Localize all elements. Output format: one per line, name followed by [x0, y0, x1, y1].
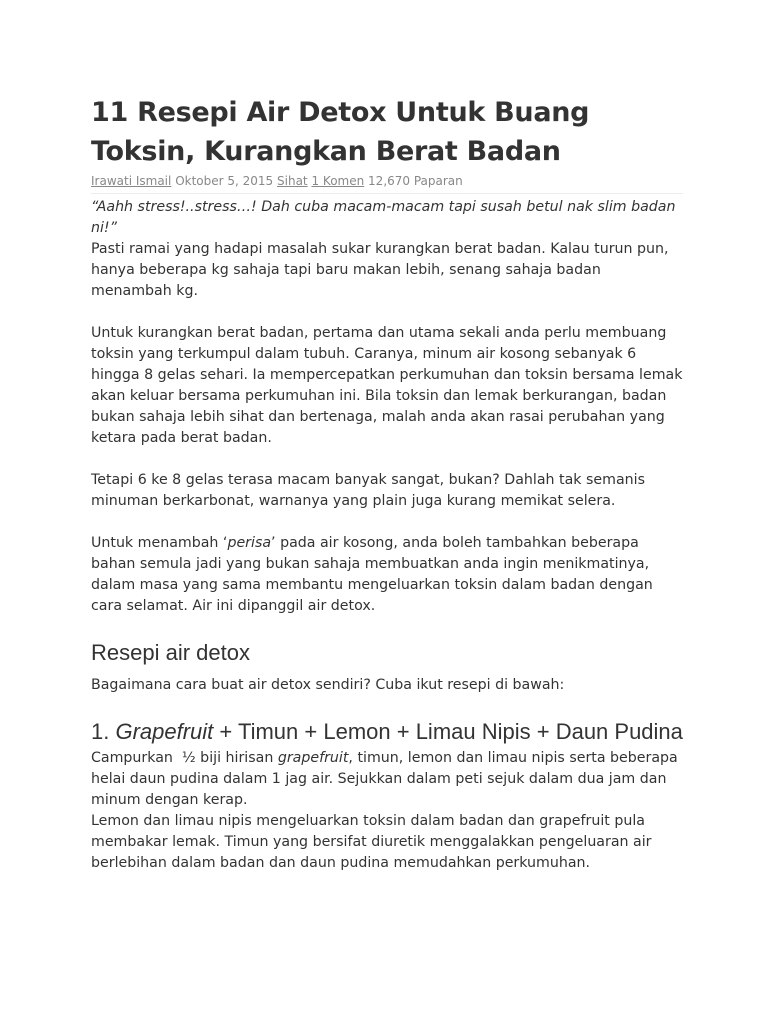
- recipe-1-heading: [91, 716, 683, 748]
- paragraph-4-emphasis: perisa: [227, 535, 272, 551]
- author-link[interactable]: Irawati Ismail: [91, 174, 172, 188]
- article-title: 11 Resepi Air Detox Untuk Buang Toksin, Kurangkan Berat Badan: [91, 97, 590, 167]
- paragraph-4-start: Untuk menambah ‘: [91, 535, 228, 551]
- recipe-1-heading-rest: + Timun + Lemon + Limau Nipis + Daun Pudina: [213, 719, 683, 744]
- recipe-1-benefits: Lemon dan limau nipis mengeluarkan toksin dalam badan dan grapefruit pula membakar lemak. Timun yang bersifat diuretik menggalakkan pengeluaran air berlebihan dalam badan dan daun pudina memudahkan perkumuhan.: [91, 813, 652, 871]
- section-heading: Resepi air detox: [91, 640, 250, 665]
- paragraph-3: Tetapi 6 ke 8 gelas terasa macam banyak sangat, bukan? Dahlah tak semanis minuman berkarbonat, warnanya yang plain juga kurang memikat selera.: [91, 472, 645, 509]
- recipe-1-instructions-emphasis: grapefruit: [277, 750, 349, 766]
- article-meta: [91, 173, 683, 194]
- view-count: 12,670 Paparan: [368, 174, 463, 188]
- recipe-1-instructions-end: , timun, lemon dan limau nipis serta beberapa helai daun pudina dalam 1 jag air. Sejukkan dalam peti sejuk dalam dua jam dan minum dengan kerap.: [91, 750, 678, 808]
- paragraph-1: Pasti ramai yang hadapi masalah sukar kurangkan berat badan. Kalau turun pun, hanya beberapa kg sahaja tapi baru makan lebih, senang sahaja badan menambah kg.: [91, 241, 669, 299]
- recipe-1-heading-emphasis: Grapefruit: [115, 719, 214, 744]
- comments-link[interactable]: 1 Komen: [311, 174, 365, 188]
- recipe-1-instructions: [91, 748, 683, 811]
- paragraph-4: [91, 533, 683, 617]
- recipe-1-number: 1.: [91, 719, 116, 744]
- paragraph-2: Untuk kurangkan berat badan, pertama dan utama sekali anda perlu membuang toksin yang terkumpul dalam tubuh. Caranya, minum air kosong sebanyak 6 hingga 8 gelas sehari. Ia mempercepatkan perkumuhan dan toksin bersama lemak akan keluar bersama perkumuhan ini. Bila toksin dan lemak berkurangan, badan bukan sahaja lebih sihat dan bertenaga, malah anda akan rasai perubahan yang ketara pada berat badan.: [91, 325, 683, 446]
- category-link[interactable]: Sihat: [277, 174, 308, 188]
- recipe-1-instructions-start: Campurkan ½ biji hirisan: [91, 750, 278, 766]
- section-intro: Bagaimana cara buat air detox sendiri? Cuba ikut resepi di bawah:: [91, 677, 565, 693]
- article: [91, 93, 683, 874]
- paragraph-4-end: ’ pada air kosong, anda boleh tambahkan beberapa bahan semula jadi yang bukan sahaja membuatkan anda ingin menikmatinya, dalam masa yang sama membantu mengeluarkan toksin dalam badan dengan cara selamat. Air ini dipanggil air detox.: [91, 535, 653, 614]
- post-date: Oktober 5, 2015: [175, 174, 274, 188]
- intro-quote: “Aahh stress!..stress…! Dah cuba macam-macam tapi susah betul nak slim badan ni!”: [91, 199, 676, 236]
